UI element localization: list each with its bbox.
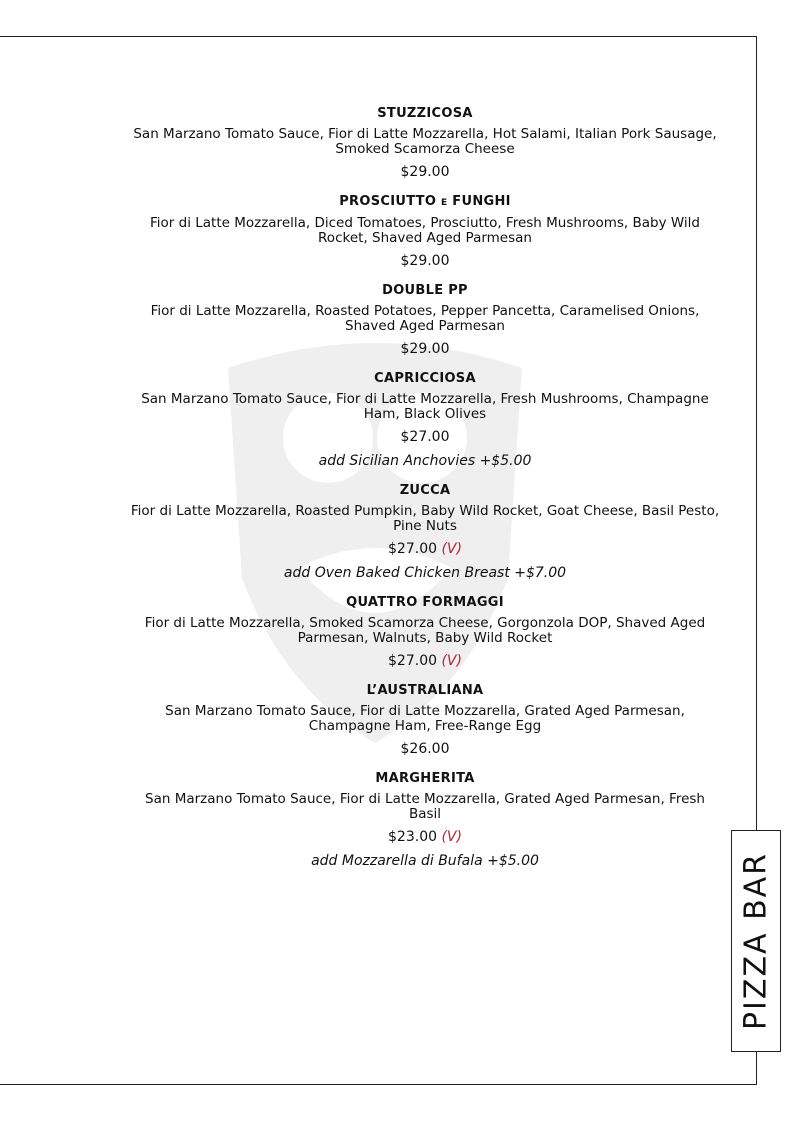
item-addon: add Mozzarella di Bufala +$5.00 bbox=[311, 853, 539, 869]
item-price: $23.00 (V) bbox=[388, 829, 462, 845]
item-description: San Marzano Tomato Sauce, Fior di Latte Mozzarella, Grated Aged Parmesan, Champagne Ham, Free-Range Egg bbox=[165, 703, 685, 734]
menu-item bbox=[120, 483, 730, 582]
menu-item bbox=[120, 194, 730, 270]
item-name: DOUBLE PP bbox=[382, 283, 468, 298]
menu-item bbox=[120, 771, 730, 870]
item-price: $29.00 bbox=[400, 164, 450, 180]
pizza-menu bbox=[120, 106, 730, 883]
item-price: $27.00 (V) bbox=[388, 653, 462, 669]
menu-item bbox=[120, 283, 730, 358]
item-price: $29.00 bbox=[400, 253, 450, 269]
menu-item bbox=[120, 683, 730, 758]
item-description: San Marzano Tomato Sauce, Fior di Latte Mozzarella, Grated Aged Parmesan, Fresh Basil bbox=[145, 791, 705, 822]
item-price: $29.00 bbox=[400, 341, 450, 357]
menu-item bbox=[120, 595, 730, 670]
menu-item bbox=[120, 106, 730, 181]
item-name: CAPRICCIOSA bbox=[374, 371, 476, 386]
item-name: MARGHERITA bbox=[375, 771, 475, 786]
item-name: L’AUSTRALIANA bbox=[366, 683, 484, 698]
item-description: Fior di Latte Mozzarella, Roasted Potatoes, Pepper Pancetta, Caramelised Onions, Shaved Aged Parmesan bbox=[150, 303, 700, 334]
vegetarian-badge: (V) bbox=[441, 829, 462, 845]
item-description: Fior di Latte Mozzarella, Smoked Scamorza Cheese, Gorgonzola DOP, Shaved Aged Parmesan, Walnuts, Baby Wild Rocket bbox=[144, 615, 706, 646]
item-description: San Marzano Tomato Sauce, Fior di Latte Mozzarella, Fresh Mushrooms, Champagne Ham, Black Olives bbox=[141, 391, 709, 422]
item-name: PROSCIUTTO E FUNGHI bbox=[339, 194, 511, 209]
item-price: $27.00 (V) bbox=[388, 541, 462, 557]
item-description: Fior di Latte Mozzarella, Diced Tomatoes, Prosciutto, Fresh Mushrooms, Baby Wild Rocket, Shaved Aged Parmesan bbox=[149, 215, 700, 246]
menu-item bbox=[120, 371, 730, 470]
item-price: $27.00 bbox=[400, 429, 450, 445]
vegetarian-badge: (V) bbox=[441, 541, 462, 557]
item-addon: add Oven Baked Chicken Breast +$7.00 bbox=[283, 565, 567, 581]
section-tab bbox=[731, 830, 781, 1052]
item-name: ZUCCA bbox=[399, 483, 451, 498]
item-price: $26.00 bbox=[400, 741, 450, 757]
section-tab-label: PIZZA BAR bbox=[738, 851, 774, 1031]
item-description: Fior di Latte Mozzarella, Roasted Pumpkin, Baby Wild Rocket, Goat Cheese, Basil Pesto, Pine Nuts bbox=[130, 503, 720, 534]
item-name: QUATTRO FORMAGGI bbox=[346, 595, 504, 610]
item-addon: add Sicilian Anchovies +$5.00 bbox=[318, 453, 532, 469]
item-name: STUZZICOSA bbox=[377, 106, 473, 121]
item-description: San Marzano Tomato Sauce, Fior di Latte Mozzarella, Hot Salami, Italian Pork Sausage, Smoked Scamorza Cheese bbox=[133, 126, 717, 157]
vegetarian-badge: (V) bbox=[441, 653, 462, 669]
